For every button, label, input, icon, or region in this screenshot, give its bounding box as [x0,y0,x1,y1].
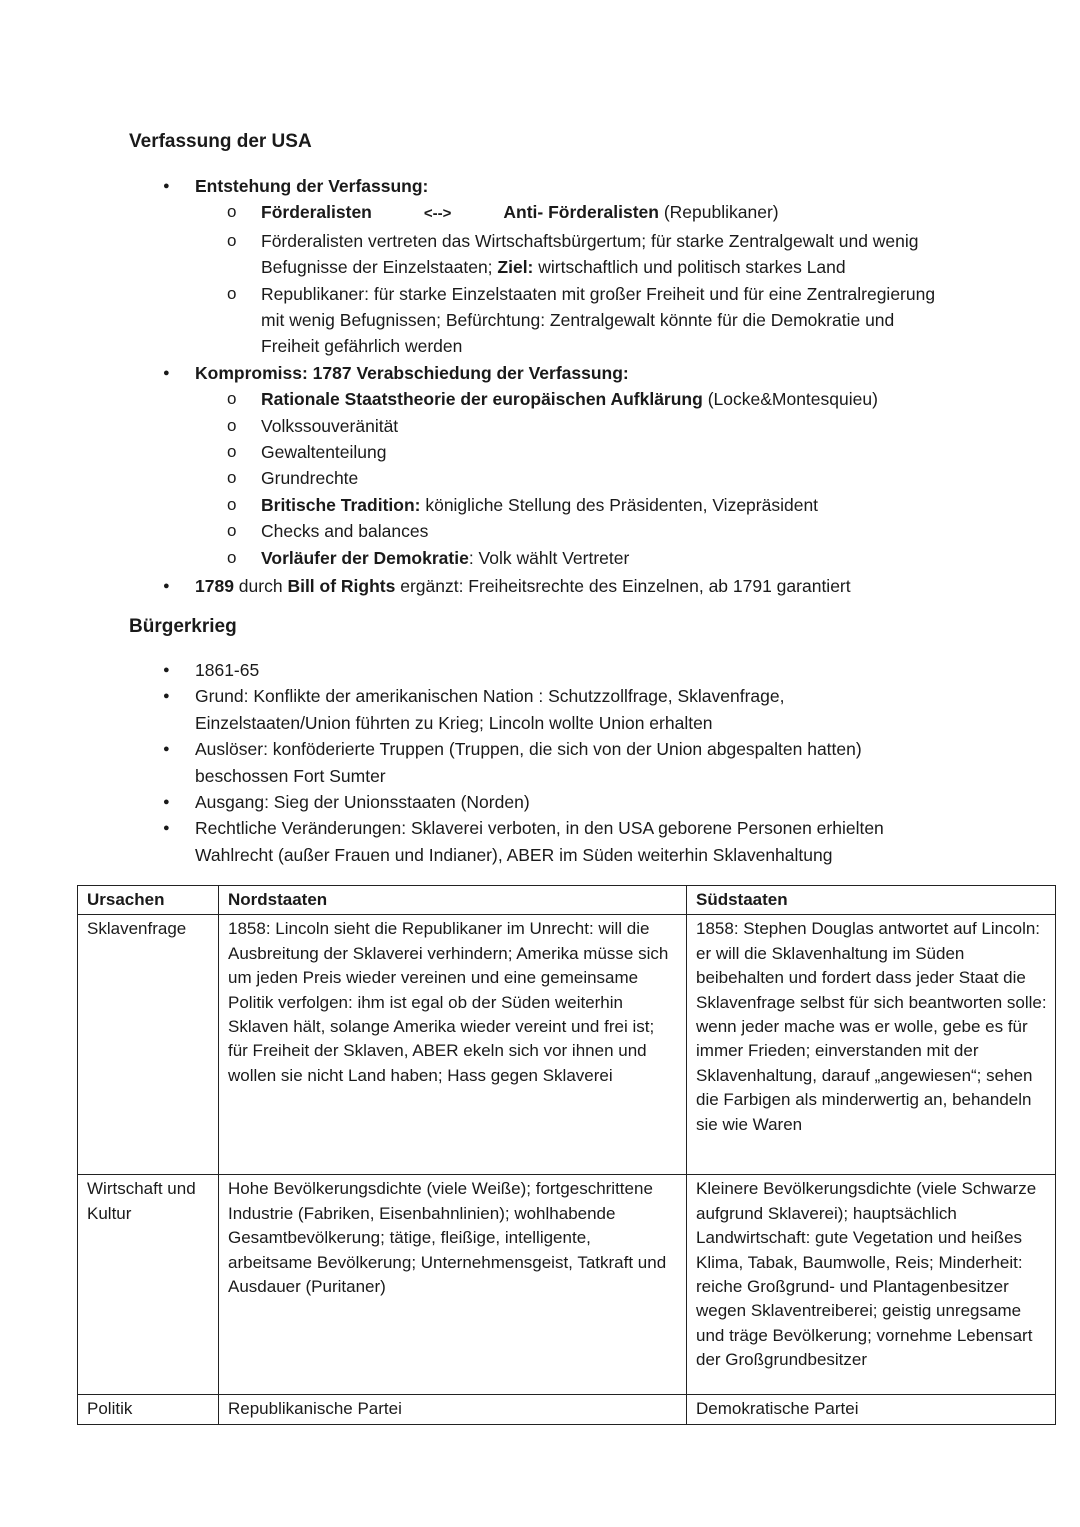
bullet-entstehung [129,173,949,360]
sub-item [195,465,949,491]
row-label: Politik [78,1395,219,1424]
row-label: Sklavenfrage [78,915,219,1175]
text: : Volk wählt Vertreter [468,547,630,568]
table-header-row [78,886,1056,915]
cell-south: Demokratische Partei [687,1395,1056,1424]
term: Rationale Staatstheorie der europäischen Aufklärung [261,389,703,410]
sub-item [195,386,949,412]
term-foederalisten: Förderalisten [261,202,372,223]
text: Förderalisten vertreten das Wirtschaftsbürgertum; für starke Zentralgewalt und wenig Befugnisse der Einzelstaaten; [261,230,919,278]
list-item: ● Ausgang: Sieg der Unionsstaaten (Norden) [129,789,929,815]
text: königliche Stellung des Präsidenten, Vizepräsident [420,494,819,515]
sub-item [195,281,949,360]
text: Volkssouveränität [261,415,399,436]
cell-south: Kleinere Bevölkerungsdichte (viele Schwarze aufgrund Sklaverei); hauptsächlich Landwirtschaft: gute Vegetation und heißes Klima, Tabak, Baumwolle, Reis; Minderheit: reiche Großgrund- und Plantagenbesitzer wegen Sklaventreiberei; geistig unregsame und träge Bevölkerung; vornehme Lebensart der Großgrundbesitzer [687,1175,1056,1395]
section-title-verfassung: Verfassung der USA [129,131,312,152]
bullet-bill-of-rights [129,573,949,599]
section-title-buergerkrieg: Bürgerkrieg [129,616,237,637]
bullet-label: Kompromiss: 1787 Verabschiedung der Verfassung: [195,362,629,383]
entstehung-sublist [195,199,949,359]
text: durch [233,576,288,597]
cell-north: Republikanische Partei [219,1395,687,1424]
table-row [78,1175,1056,1395]
text: (Locke&Montesquieu) [702,389,878,410]
text: Grundrechte [261,468,359,489]
table-header: Südstaaten [687,886,1056,915]
double-arrow-icon: <--> [423,205,452,223]
list-item: ● Rechtliche Veränderungen: Sklaverei verboten, in den USA geborene Personen erhielten Wahlrecht (außer Frauen und Indianer), ABER im Süden weiterhin Sklavenhaltung [129,815,929,868]
term: Britische Tradition: [261,494,421,515]
list-item: ● Auslöser: konföderierte Truppen (Truppen, die sich von der Union abgespalten hatten) beschossen Fort Sumter [129,736,929,789]
term-anti-foederalisten: Anti- Förderalisten [503,202,659,223]
sub-item [195,413,949,439]
text: (Republikaner) [658,202,779,223]
sub-item [195,545,949,571]
sub-item [195,439,949,465]
text: Gewaltenteilung [261,442,387,463]
term: 1789 [195,576,234,597]
table-header: Nordstaaten [219,886,687,915]
row-label: Wirtschaft und Kultur [78,1175,219,1395]
comparison-table [77,885,1056,1425]
kompromiss-sublist [195,386,949,571]
sub-item [195,228,949,281]
text: ergänzt: Freiheitsrechte des Einzelnen, ab 1791 garantiert [395,576,851,597]
buergerkrieg-list [129,657,929,868]
table-row [78,1395,1056,1424]
list-item: ● Grund: Konflikte der amerikanischen Nation : Schutzzollfrage, Sklavenfrage, Einzelstaaten/Union führten zu Krieg; Lincoln wollte Union erhalten [129,683,929,736]
table-header: Ursachen [78,886,219,915]
verfassung-list [129,173,949,600]
sub-item [195,492,949,518]
term: Bill of Rights [287,576,396,597]
list-item: ● 1861-65 [129,657,929,683]
bullet-kompromiss [129,360,949,571]
bullet-label: Entstehung der Verfassung: [195,176,429,196]
sub-item [195,199,949,227]
table-row [78,915,1056,1175]
text: Republikaner: für starke Einzelstaaten mit großer Freiheit und für eine Zentralregierung mit wenig Befugnissen; Befürchtung: Zentralgewalt könnte für die Demokratie und Freiheit gefährlich werden [261,283,936,357]
text: wirtschaftlich und politisch starkes Land [533,257,846,278]
sub-item [195,518,949,544]
cell-north: Hohe Bevölkerungsdichte (viele Weiße); fortgeschrittene Industrie (Fabriken, Eisenbahnlinien); wohlhabende Gesamtbevölkerung; tätige, fleißige, intelligente, arbeitsame Bevölkerung; Unternehmensgeist, Tatkraft und Ausdauer (Puritaner) [219,1175,687,1395]
term: Vorläufer der Demokratie [261,547,469,568]
cell-south: 1858: Stephen Douglas antwortet auf Lincoln: er will die Sklavenhaltung im Süden beibehalten und fordert dass jeder Staat die Sklavenfrage selbst für sich beantworten solle: wenn jeder mache was er wolle, gebe es für immer Frieden; einverstanden mit der Sklavenhaltung, darauf „angewiesen“; sehen die Farbigen als minderwertig an, behandeln sie wie Waren [687,915,1056,1175]
term-ziel: Ziel: [497,257,534,278]
cell-north: 1858: Lincoln sieht die Republikaner im Unrecht: will die Ausbreitung der Sklaverei verhindern; Amerika müsse sich um jeden Preis wieder vereinen und eine gemeinsame Politik verfolgen: ihm ist egal ob der Süden weiterhin Sklaven hält, solange Amerika wieder vereint und frei ist; für Freiheit der Sklaven, ABER ekeln sich vor ihnen und wollen sie nicht Land haben; Hass gegen Sklaverei [219,915,687,1175]
text: Checks and balances [261,521,429,542]
